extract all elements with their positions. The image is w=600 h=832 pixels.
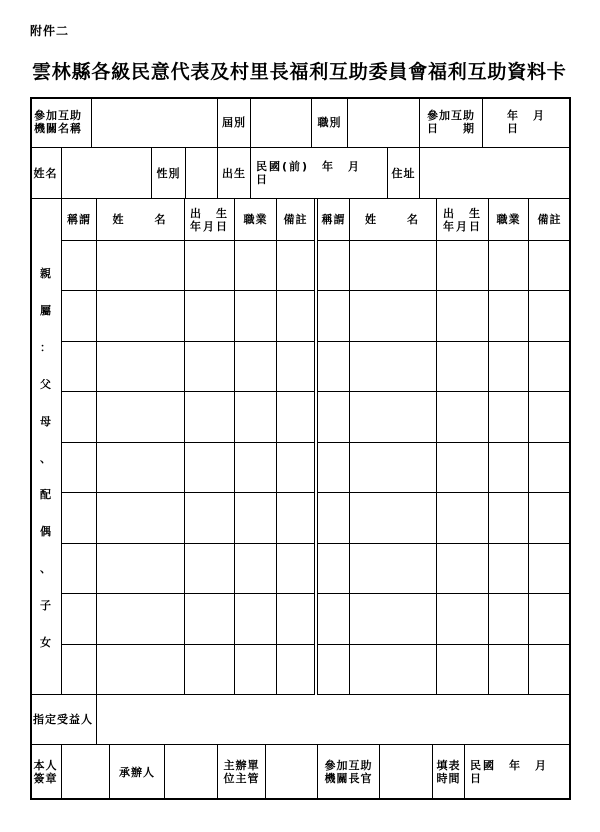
left-relation-cell xyxy=(62,544,97,594)
gender-label: 性別 xyxy=(152,148,186,199)
left-relation-cell xyxy=(62,443,97,493)
right-birth-date-cell xyxy=(437,241,489,291)
left-birth-date-cell xyxy=(185,291,235,342)
left-remarks-cell xyxy=(277,291,315,342)
left-birth-date-cell xyxy=(185,493,235,544)
right-occupation-cell xyxy=(489,544,529,594)
family-block-divider xyxy=(316,199,318,695)
agency-name-label: 參加互助 機關名稱 xyxy=(30,97,92,148)
agency-name-field xyxy=(92,97,218,148)
right-remarks-cell xyxy=(529,594,571,645)
birth-label: 出生 xyxy=(218,148,251,199)
right-birth-date-cell xyxy=(437,645,489,695)
left-birth-date-cell xyxy=(185,594,235,645)
left-remarks-cell xyxy=(277,493,315,544)
right-name-cell xyxy=(350,594,437,645)
left-occupation-cell xyxy=(235,291,277,342)
left-birth-date-cell xyxy=(185,645,235,695)
beneficiary-label: 指定受益人 xyxy=(30,695,97,745)
right-birth-date-cell xyxy=(437,443,489,493)
left-remarks-cell xyxy=(277,342,315,392)
self-signature-field xyxy=(62,745,110,800)
right-name-cell xyxy=(350,392,437,443)
left-remarks-header: 備註 xyxy=(277,199,315,241)
left-name-cell xyxy=(97,291,185,342)
join-date-label: 參加互助 日 期 xyxy=(420,97,483,148)
left-occupation-header: 職業 xyxy=(235,199,277,241)
fill-time-label: 填表 時間 xyxy=(433,745,465,800)
agency-head-label: 參加互助 機關長官 xyxy=(318,745,380,800)
right-remarks-cell xyxy=(529,392,571,443)
right-remarks-cell xyxy=(529,443,571,493)
birth-date-field: 民國(前) 年 月 日 xyxy=(251,148,388,199)
handler-field xyxy=(165,745,218,800)
term-label: 屆別 xyxy=(218,97,251,148)
right-relation-cell xyxy=(318,241,350,291)
left-name-cell xyxy=(97,342,185,392)
right-name-cell xyxy=(350,342,437,392)
left-name-cell xyxy=(97,392,185,443)
left-name-cell xyxy=(97,594,185,645)
gender-field xyxy=(186,148,218,199)
right-birth-date-cell xyxy=(437,291,489,342)
left-name-cell xyxy=(97,241,185,291)
right-remarks-cell xyxy=(529,493,571,544)
agency-head-field xyxy=(380,745,433,800)
right-occupation-cell xyxy=(489,594,529,645)
right-relation-cell xyxy=(318,392,350,443)
right-remarks-cell xyxy=(529,291,571,342)
left-relation-cell xyxy=(62,291,97,342)
right-birth-date-cell xyxy=(437,493,489,544)
supervisor-label: 主辦單 位主管 xyxy=(218,745,266,800)
right-occupation-cell xyxy=(489,291,529,342)
right-remarks-cell xyxy=(529,241,571,291)
welfare-data-card-table xyxy=(30,97,571,800)
right-occupation-cell xyxy=(489,645,529,695)
position-label: 職別 xyxy=(312,97,348,148)
left-birth-date-header: 出 生 年月日 xyxy=(185,199,235,241)
address-field xyxy=(420,148,571,199)
left-remarks-cell xyxy=(277,443,315,493)
right-occupation-header: 職業 xyxy=(489,199,529,241)
left-relation-cell xyxy=(62,392,97,443)
left-occupation-cell xyxy=(235,342,277,392)
right-name-cell xyxy=(350,291,437,342)
left-occupation-cell xyxy=(235,443,277,493)
left-birth-date-cell xyxy=(185,392,235,443)
right-birth-date-cell xyxy=(437,544,489,594)
left-occupation-cell xyxy=(235,392,277,443)
right-occupation-cell xyxy=(489,241,529,291)
left-name-cell xyxy=(97,443,185,493)
position-field xyxy=(348,97,420,148)
left-relation-cell xyxy=(62,493,97,544)
right-name-cell xyxy=(350,493,437,544)
right-birth-date-cell xyxy=(437,392,489,443)
left-remarks-cell xyxy=(277,241,315,291)
join-date-field: 年 月 日 xyxy=(483,97,571,148)
left-relation-cell xyxy=(62,342,97,392)
address-label: 住址 xyxy=(388,148,420,199)
left-remarks-cell xyxy=(277,392,315,443)
left-relation-cell xyxy=(62,241,97,291)
right-occupation-cell xyxy=(489,342,529,392)
left-relation-cell xyxy=(62,594,97,645)
left-birth-date-cell xyxy=(185,443,235,493)
right-name-cell xyxy=(350,544,437,594)
left-name-cell xyxy=(97,645,185,695)
left-remarks-cell xyxy=(277,645,315,695)
fill-time-field: 民國 年 月 日 xyxy=(465,745,571,800)
right-remarks-cell xyxy=(529,342,571,392)
left-relation-cell xyxy=(62,645,97,695)
supervisor-field xyxy=(266,745,318,800)
right-occupation-cell xyxy=(489,493,529,544)
left-occupation-cell xyxy=(235,241,277,291)
left-relation-header: 稱謂 xyxy=(62,199,97,241)
left-occupation-cell xyxy=(235,544,277,594)
self-signature-label: 本人 簽章 xyxy=(30,745,62,800)
handler-label: 承辦人 xyxy=(110,745,165,800)
left-remarks-cell xyxy=(277,594,315,645)
left-occupation-cell xyxy=(235,594,277,645)
right-remarks-cell xyxy=(529,645,571,695)
right-relation-cell xyxy=(318,342,350,392)
family-side-label xyxy=(30,199,62,695)
right-name-cell xyxy=(350,443,437,493)
right-occupation-cell xyxy=(489,392,529,443)
left-name-header: 姓 名 xyxy=(97,199,185,241)
beneficiary-field xyxy=(97,695,571,745)
right-remarks-header: 備註 xyxy=(529,199,571,241)
left-occupation-cell xyxy=(235,645,277,695)
right-relation-cell xyxy=(318,594,350,645)
right-occupation-cell xyxy=(489,443,529,493)
attachment-number: 附件二 xyxy=(30,24,70,38)
name-label: 姓名 xyxy=(30,148,62,199)
form-title: 雲林縣各級民意代表及村里長福利互助委員會福利互助資料卡 xyxy=(32,61,567,83)
left-birth-date-cell xyxy=(185,342,235,392)
right-name-header: 姓 名 xyxy=(350,199,437,241)
right-name-cell xyxy=(350,241,437,291)
right-birth-date-cell xyxy=(437,594,489,645)
left-birth-date-cell xyxy=(185,544,235,594)
left-name-cell xyxy=(97,493,185,544)
right-relation-header: 稱謂 xyxy=(318,199,350,241)
right-relation-cell xyxy=(318,493,350,544)
left-occupation-cell xyxy=(235,493,277,544)
right-relation-cell xyxy=(318,645,350,695)
left-birth-date-cell xyxy=(185,241,235,291)
right-birth-date-header: 出 生 年月日 xyxy=(437,199,489,241)
right-relation-cell xyxy=(318,544,350,594)
left-name-cell xyxy=(97,544,185,594)
name-field xyxy=(62,148,152,199)
right-name-cell xyxy=(350,645,437,695)
right-remarks-cell xyxy=(529,544,571,594)
family-side-label-text: 親屬：父母、配偶、子女 xyxy=(40,267,51,650)
right-relation-cell xyxy=(318,291,350,342)
term-field xyxy=(251,97,312,148)
right-birth-date-cell xyxy=(437,342,489,392)
right-relation-cell xyxy=(318,443,350,493)
left-remarks-cell xyxy=(277,544,315,594)
